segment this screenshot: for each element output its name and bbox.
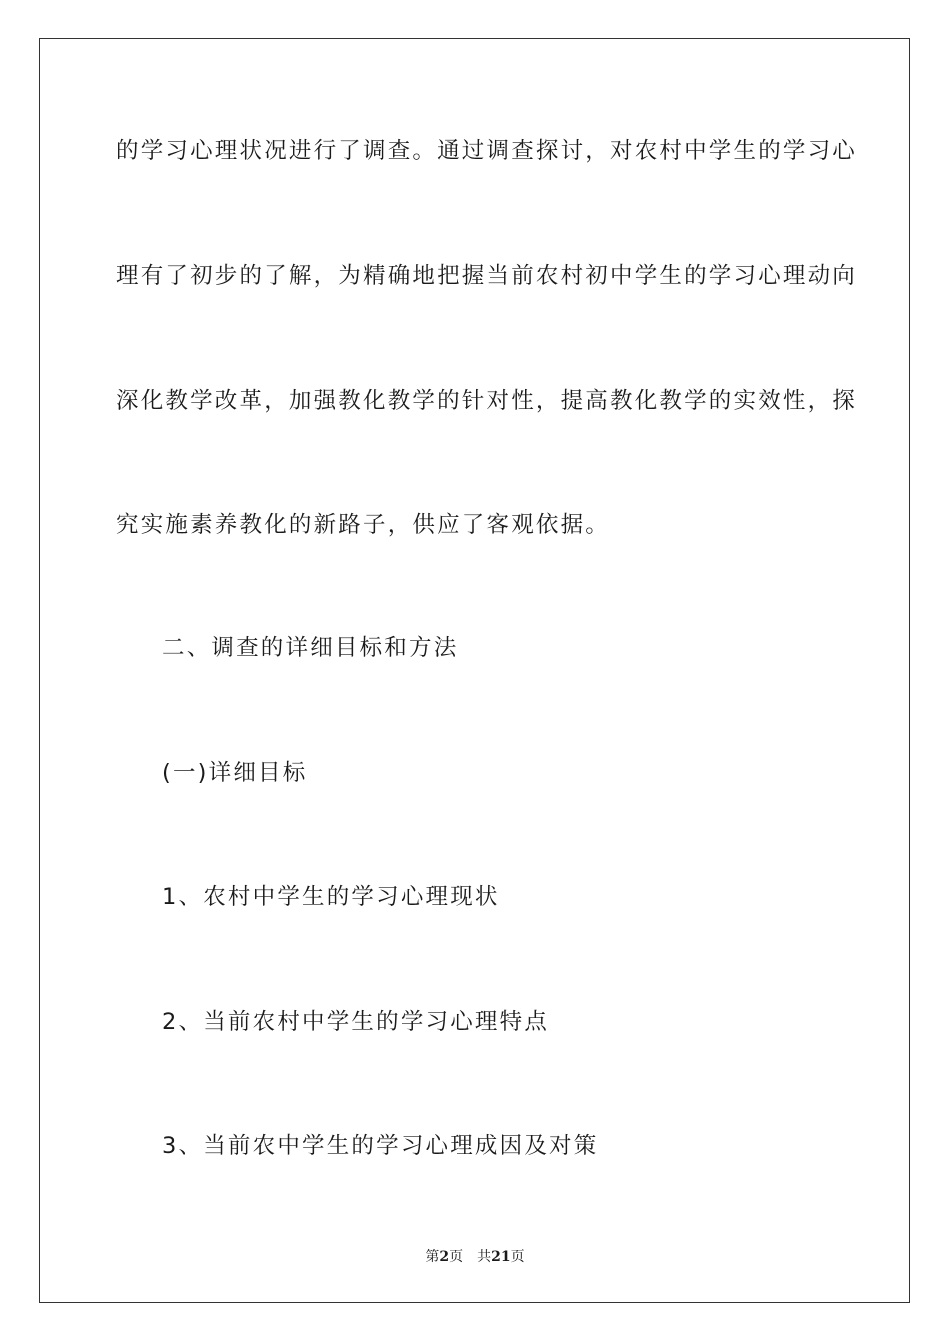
list-item: 1、农村中学生的学习心理现状 <box>162 884 500 910</box>
page-border <box>39 38 910 1303</box>
footer-page-suffix: 页 <box>449 1249 464 1265</box>
total-pages: 21 <box>491 1249 511 1265</box>
list-item: 3、当前农中学生的学习心理成因及对策 <box>162 1133 599 1159</box>
list-item: 2、当前农村中学生的学习心理特点 <box>162 1009 550 1035</box>
paragraph-line-3: 深化教学改革，加强教化教学的针对性，提高教化教学的实效性，探 <box>116 388 858 414</box>
page-footer <box>0 1247 950 1267</box>
footer-prefix: 第 <box>425 1249 440 1265</box>
section-heading: 二、调查的详细目标和方法 <box>162 635 459 661</box>
paragraph-line-4: 究实施素养教化的新路子，供应了客观依据。 <box>116 512 611 538</box>
footer-total-prefix: 共 <box>477 1249 492 1265</box>
footer-total-suffix: 页 <box>510 1249 525 1265</box>
page-number: 2 <box>439 1249 450 1265</box>
paragraph-line-2: 理有了初步的了解，为精确地把握当前农村初中学生的学习心理动向 <box>116 263 858 289</box>
paragraph-line-1: 的学习心理状况进行了调查。通过调查探讨，对农村中学生的学习心 <box>116 138 858 164</box>
subsection-heading: (一)详细目标 <box>162 760 308 786</box>
